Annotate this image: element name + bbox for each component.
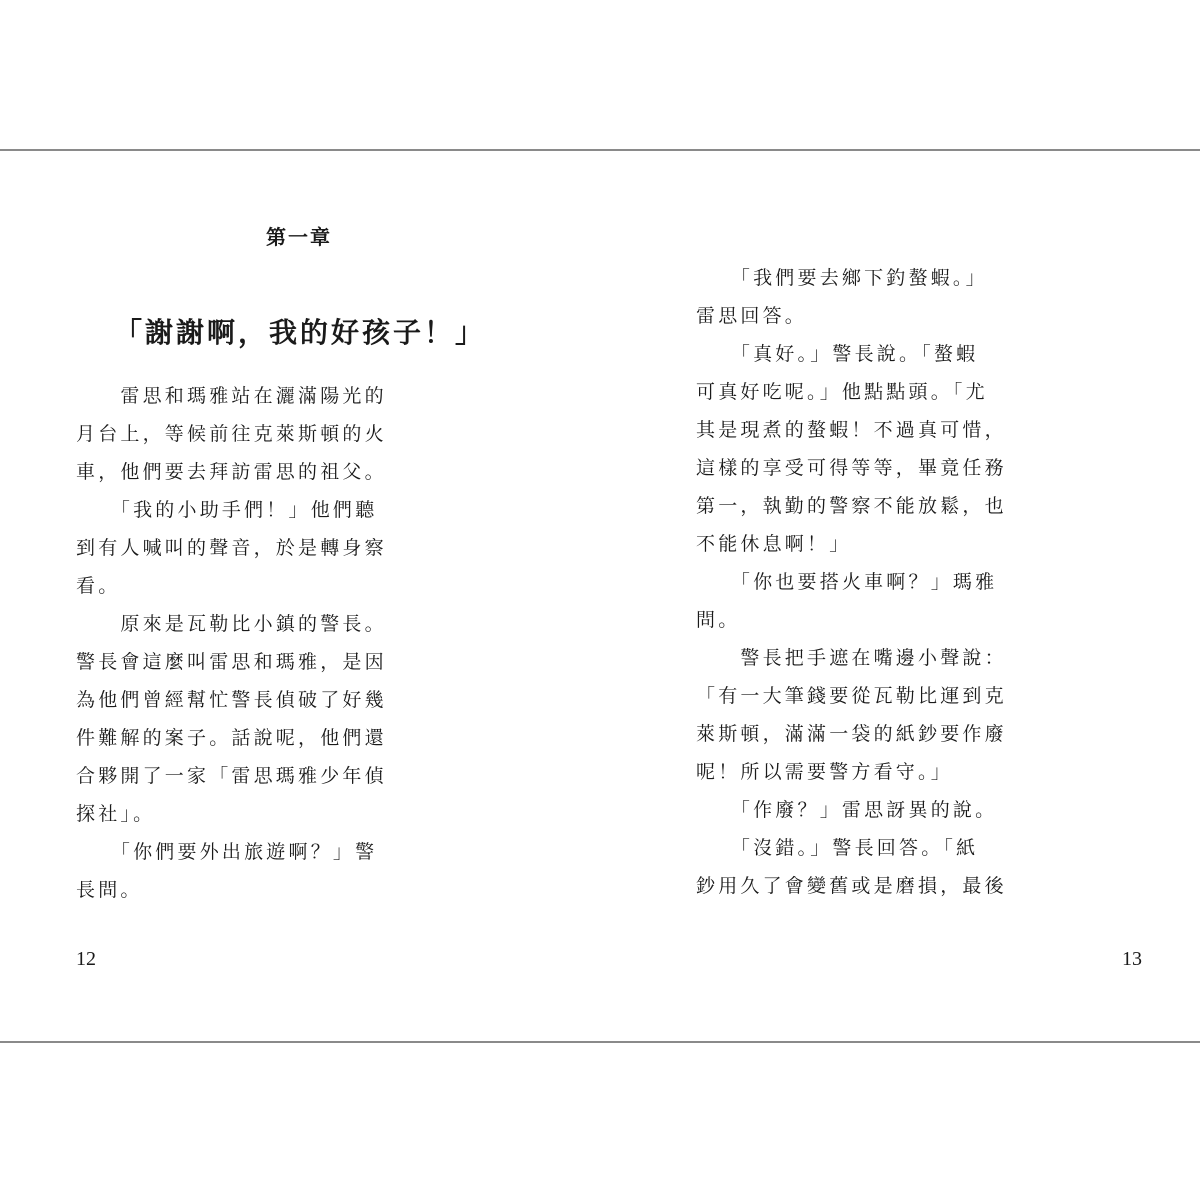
text-line: 原來是瓦勒比小鎮的警長。 xyxy=(76,613,387,635)
text-line: 看。 xyxy=(76,575,121,597)
text-line: 「有一大筆錢要從瓦勒比運到克 xyxy=(696,685,1007,707)
text-line: 問。 xyxy=(696,609,741,631)
text-line: 雷思回答。 xyxy=(696,305,808,327)
text-line: 第一，執勤的警察不能放鬆，也 xyxy=(696,495,1007,517)
text-line: 到有人喊叫的聲音，於是轉身察 xyxy=(76,537,387,559)
text-line: 件難解的案子。話說呢，他們還 xyxy=(76,727,387,749)
page-number-right: 13 xyxy=(1122,948,1142,970)
text-line: 「我們要去鄉下釣螯蝦。」 xyxy=(696,267,988,289)
text-line: 合夥開了一家「雷思瑪雅少年偵 xyxy=(76,765,387,787)
text-line: 「作廢？」雷思訝異的說。 xyxy=(696,799,998,821)
text-line: 車，他們要去拜訪雷思的祖父。 xyxy=(76,461,387,483)
left-page xyxy=(0,151,600,1039)
text-line: 其是現煮的螯蝦！不過真可惜， xyxy=(696,419,1007,441)
text-line: 「你也要搭火車啊？」瑪雅 xyxy=(696,571,998,593)
text-line: 警長會這麼叫雷思和瑪雅，是因 xyxy=(76,651,387,673)
text-line: 長問。 xyxy=(76,879,143,901)
text-line: 探社」。 xyxy=(76,803,156,825)
text-line: 「我的小助手們！」他們聽 xyxy=(76,499,378,521)
bottom-border-line xyxy=(0,1041,1200,1043)
text-line: 「真好。」警長說。「螯蝦 xyxy=(696,343,979,365)
right-page xyxy=(600,151,1200,1039)
text-line: 「沒錯。」警長回答。「紙 xyxy=(696,837,979,859)
chapter-title: 「謝謝啊，我的好孩子！」 xyxy=(114,316,487,349)
right-body-text xyxy=(696,259,1007,905)
text-line: 為他們曾經幫忙警長偵破了好幾 xyxy=(76,689,387,711)
text-line: 呢！所以需要警方看守。」 xyxy=(696,761,953,783)
text-line: 鈔用久了會變舊或是磨損，最後 xyxy=(696,875,1007,897)
page-number-left: 12 xyxy=(76,948,96,970)
text-line: 萊斯頓，滿滿一袋的紙鈔要作廢 xyxy=(696,723,1007,745)
left-body-text xyxy=(76,377,387,909)
text-line: 月台上，等候前往克萊斯頓的火 xyxy=(76,423,387,445)
text-line: 這樣的享受可得等等，畢竟任務 xyxy=(696,457,1007,479)
text-line: 雷思和瑪雅站在灑滿陽光的 xyxy=(76,385,387,407)
text-line: 「你們要外出旅遊啊？」警 xyxy=(76,841,378,863)
text-line: 可真好吃呢。」他點點頭。「尤 xyxy=(696,381,988,403)
text-line: 不能休息啊！」 xyxy=(696,533,852,555)
text-line: 警長把手遮在嘴邊小聲說： xyxy=(696,647,1007,669)
chapter-label: 第一章 xyxy=(266,225,332,249)
